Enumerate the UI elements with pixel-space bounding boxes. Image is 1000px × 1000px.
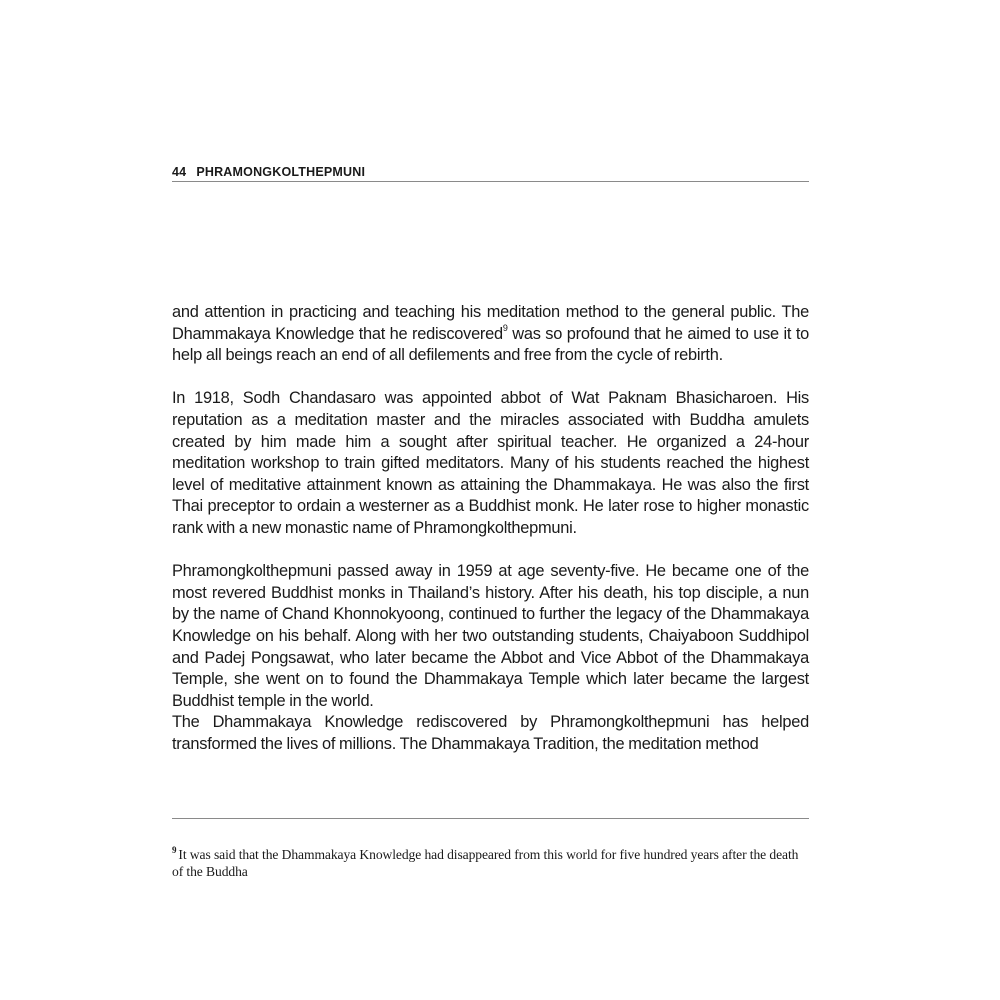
page-number: 44 bbox=[172, 165, 187, 179]
paragraph-2: In 1918, Sodh Chandasaro was appointed abbot of Wat Paknam Bhasicharoen. His reputation as a meditation master and the miracles associated with Buddha amulets created by him made him a sought after spiritual teacher. He organized a 24-hour meditation workshop to train gifted meditators. Many of his students reached the highest level of meditative attainment known as attaining the Dhammakaya. He was also the first Thai preceptor to ordain a westerner as a Buddhist monk. He later rose to higher monastic rank with a new monastic name of Phramongkolthepmuni. bbox=[172, 389, 809, 537]
footnote-reference: 9 bbox=[502, 323, 508, 334]
footnote-marker: 9 bbox=[172, 845, 177, 856]
paragraph-3: Phramongkolthepmuni passed away in 1959 at age seventy-five. He became one of the most revered Buddhist monks in Thailand’s history. After his death, his top disciple, a nun by the name of Chand Khonnokyoong, continued to further the legacy of the Dhammakaya Knowledge on his behalf. Along with her two outstanding students, Chaiyaboon Suddhipol and Padej Pongsawat, who later became the Abbot and Vice Abbot of the Dhammakaya Temple, she went on to found the Dhammakaya Temple which later became the largest Buddhist temple in the world. bbox=[172, 562, 809, 710]
footnote-divider bbox=[172, 818, 809, 819]
paragraph-1-text-b: was so profound that he aimed to use it to help all beings reach an end of all defilements and free from the cycle of rebirth. bbox=[172, 324, 809, 365]
paragraph-1-text-a: and attention in practicing and teaching his meditation method to the general public. The Dhammakaya Knowledge that he rediscovered bbox=[172, 303, 809, 343]
footnote-text: It was said that the Dhammakaya Knowledge had disappeared from this world for five hundred years after the death of the Buddha bbox=[172, 847, 799, 879]
body-text bbox=[172, 302, 809, 755]
paragraph-4: The Dhammakaya Knowledge rediscovered by Phramongkolthepmuni has helped transformed the lives of millions. The Dhammakaya Tradition, the meditation method bbox=[172, 713, 809, 753]
running-head bbox=[172, 163, 809, 182]
footnote bbox=[172, 846, 809, 880]
running-title: PHRAMONGKOLTHEPMUNI bbox=[196, 165, 366, 179]
paragraph-1 bbox=[172, 302, 809, 367]
